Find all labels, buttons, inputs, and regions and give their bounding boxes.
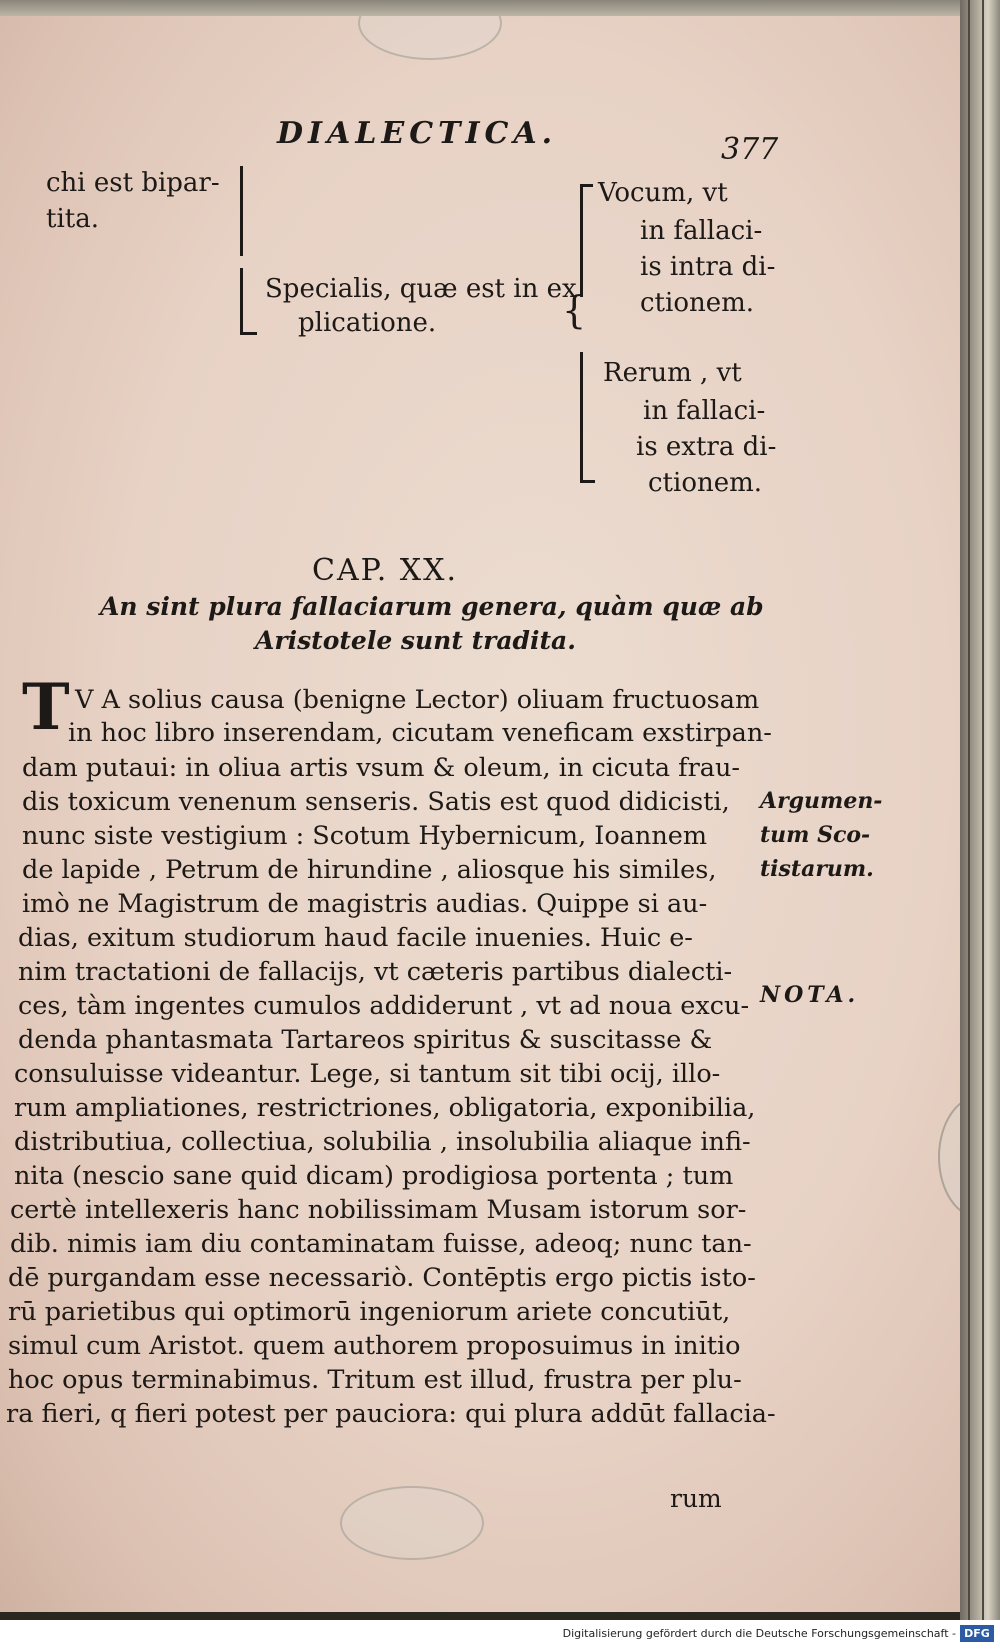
margin-note-argumentum-line-2: tum Sco- (760, 822, 871, 848)
body-line-5: nunc siste vestigium : Scotum Hybernicum, Ioannem (22, 821, 708, 851)
body-line-19: rū parietibus qui optimorū ingeniorum ariete concutiūt, (8, 1297, 731, 1327)
body-line-17: dib. nimis iam diu contaminatam fuisse, adeoq; nunc tan- (10, 1229, 752, 1259)
body-line-22: ra fieri, q fieri potest per pauciora: qui plura addūt fallacia- (6, 1399, 776, 1429)
body-line-9: nim tractationi de fallacijs, vt cæteris partibus dialecti- (18, 957, 733, 987)
body-line-12: consuluisse videantur. Lege, si tantum sit tibi ocij, illo- (14, 1059, 721, 1089)
chapter-subtitle-line-2: Aristotele sunt tradita. (255, 626, 576, 655)
digitization-credit: Digitalisierung gefördert durch die Deutsche Forschungsgemeinschaft - (562, 1627, 956, 1640)
footer-bar (0, 1620, 1000, 1649)
chapter-subtitle-line-1: An sint plura fallaciarum genera, quàm quæ ab (100, 592, 764, 621)
scanner-clip-bottom (340, 1486, 484, 1560)
body-line-13: rum ampliationes, restrictriones, obligatoria, exponibilia, (14, 1093, 756, 1123)
diagram-left-line-1: chi est bipar- (46, 168, 220, 198)
body-line-11: denda phantasmata Tartareos spiritus & suscitasse & (18, 1025, 713, 1055)
body-line-4: dis toxicum venenum senseris. Satis est quod didicisti, (22, 787, 730, 817)
body-line-10: ces, tàm ingentes cumulos addiderunt , vt ad noua excu- (18, 991, 750, 1021)
body-line-2: in hoc libro inserendam, cicutam veneficam exstirpan- (68, 718, 772, 748)
chapter-title: CAP. XX. (312, 553, 459, 588)
specialis-line-2: plicatione. (298, 308, 437, 338)
margin-note-nota: NOTA. (760, 982, 860, 1008)
body-line-16: certè intellexeris hanc nobilissimam Musam istorum sor- (10, 1195, 747, 1225)
brace-lower (580, 352, 595, 483)
book-page (0, 16, 968, 1612)
rerum-line-3: is extra di- (636, 432, 777, 462)
body-line-15: nita (nescio sane quid dicam) prodigiosa portenta ; tum (14, 1161, 734, 1191)
vocum-line-1: Vocum, vt (598, 178, 728, 208)
page-number: 377 (721, 132, 779, 167)
brace-upper (580, 184, 593, 297)
rerum-line-1: Rerum , vt (603, 358, 742, 388)
dfg-logo: DFG (960, 1625, 994, 1642)
margin-note-argumentum-line-3: tistarum. (760, 856, 874, 882)
diagram-left-line-2: tita. (46, 204, 99, 234)
book-edge (960, 0, 1000, 1620)
body-line-14: distributiua, collectiua, solubilia , insolubilia aliaque infi- (14, 1127, 751, 1157)
body-line-7: imò ne Magistrum de magistris audias. Quippe si au- (22, 889, 708, 919)
vocum-line-2: in fallaci- (640, 216, 763, 246)
running-title: DIALECTICA. (277, 116, 558, 151)
left-bracket-upper (240, 166, 243, 256)
body-line-3: dam putaui: in oliua artis vsum & oleum, in cicuta frau- (22, 753, 741, 783)
body-line-18: dē purgandam esse necessariò. Contēptis ergo pictis isto- (8, 1263, 756, 1293)
drop-initial: T (22, 670, 70, 745)
vocum-line-3: is intra di- (640, 252, 776, 282)
body-line-21: hoc opus terminabimus. Tritum est illud, frustra per plu- (8, 1365, 742, 1395)
specialis-line-1: Specialis, quæ est in ex (265, 274, 577, 304)
body-line-8: dias, exitum studiorum haud facile inuenies. Huic e- (18, 923, 693, 953)
body-line-20: simul cum Aristot. quem authorem proposuimus in initio (8, 1331, 741, 1361)
rerum-line-2: in fallaci- (643, 396, 766, 426)
rerum-line-4: ctionem. (648, 468, 763, 498)
catchword: rum (670, 1484, 722, 1513)
vocum-line-4: ctionem. (640, 288, 755, 318)
body-line-1: V A solius causa (benigne Lector) oliuam fructuosam (75, 685, 760, 715)
scanner-clip-top (358, 16, 502, 60)
margin-note-argumentum-line-1: Argumen- (760, 788, 883, 814)
left-bracket-lower (240, 268, 257, 335)
body-line-6: de lapide , Petrum de hirundine , aliosque his similes, (22, 855, 717, 885)
brace-point: { (562, 288, 587, 332)
